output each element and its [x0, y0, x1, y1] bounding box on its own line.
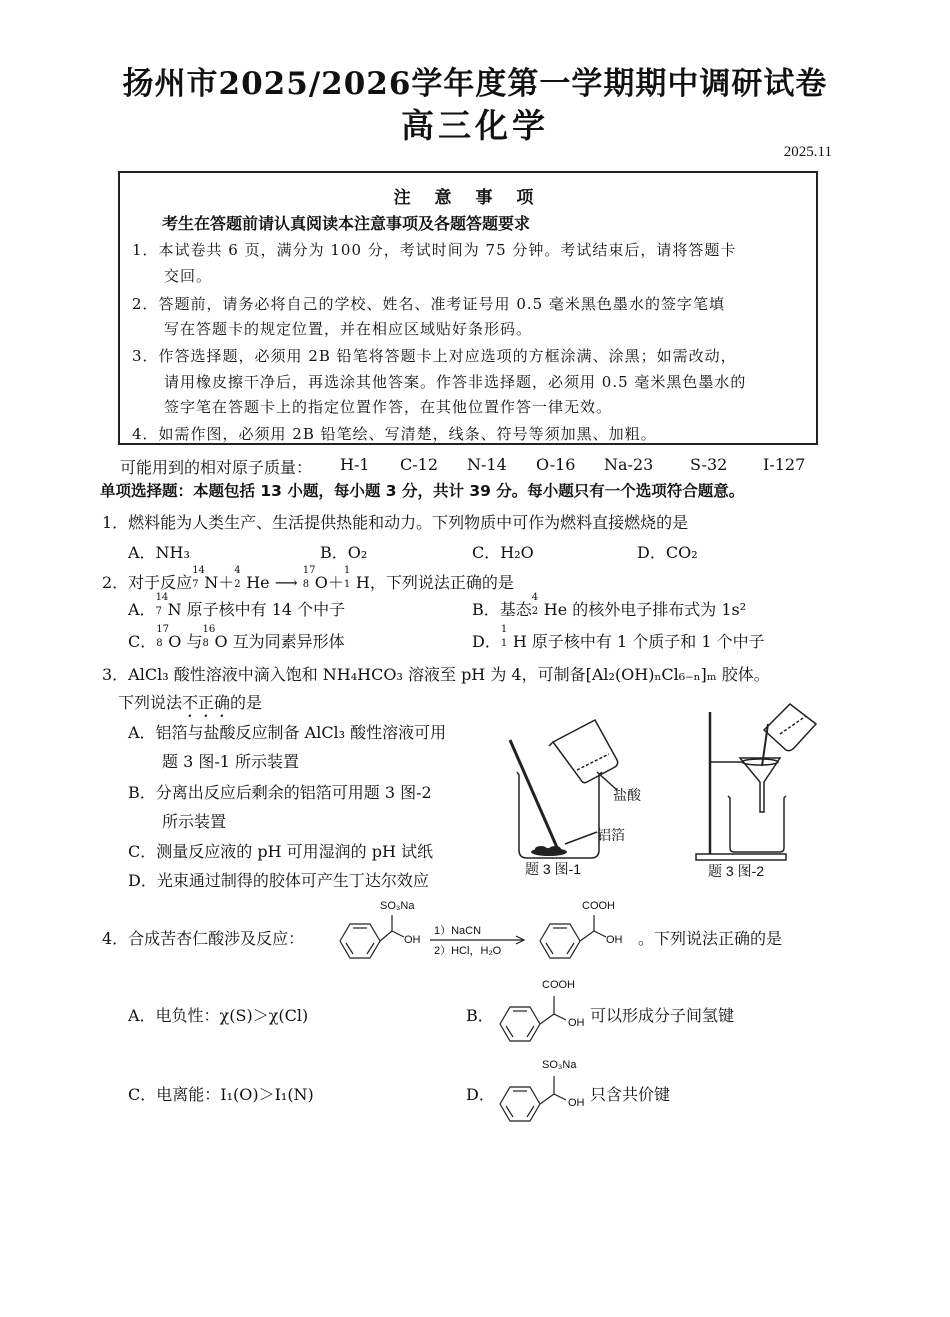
- q4-option-b-text: 可以形成分子间氢键: [590, 1006, 735, 1025]
- notice-line: 交回。: [164, 267, 213, 285]
- svg-text:OH: OH: [404, 934, 421, 946]
- svg-text:OH: OH: [568, 1017, 585, 1029]
- svg-text:OH: OH: [606, 934, 623, 946]
- svg-text:1）NaCN: 1）NaCN: [434, 925, 482, 937]
- benzene-ring-icon: [540, 924, 580, 958]
- q2-option-d: D． 1 1 H 原子核中有 1 个质子和 1 个中子: [472, 624, 765, 651]
- svg-text:SO₃Na: SO₃Na: [380, 900, 415, 912]
- q3-option-a-cont: 题 3 图-1 所示装置: [162, 752, 300, 771]
- q4-option-b-structure: [494, 972, 594, 1052]
- q1-stem: 1．燃料能为人类生产、生活提供热能和动力。下列物质中可作为燃料直接燃烧的是: [102, 513, 689, 532]
- svg-text:2）HCl，H₂O: 2）HCl，H₂O: [434, 945, 502, 957]
- q3-option-b-cont: 所示装置: [162, 812, 227, 831]
- q2-stem-prefix: 2．对于反应: [102, 573, 193, 592]
- aluminum-foil-icon: [531, 846, 567, 856]
- benzene-ring-icon: [500, 1007, 540, 1041]
- notice-line: 2．答题前，请务必将自己的学校、姓名、准考证号用 0.5 毫米黑色墨水的签字笔填: [132, 295, 725, 313]
- fig1-caption: 题 3 图-1: [525, 861, 582, 877]
- pouring-beaker-icon: [553, 720, 618, 783]
- atomic-mass-item: C-12: [400, 455, 439, 474]
- page-title: 扬州市2025/2026学年度第一学期期中调研试卷: [122, 66, 828, 102]
- benzene-ring-icon: [500, 1087, 540, 1121]
- notice-line: 3．作答选择题，必须用 2B 铅笔将答题卡上对应选项的方框涂满、涂黑；如需改动，: [132, 347, 737, 365]
- q4-option-d-structure: [494, 1052, 594, 1132]
- svg-text:COOH: COOH: [582, 900, 615, 912]
- q1-option-b: B．O₂: [320, 543, 368, 562]
- q4-reaction-scheme: [326, 893, 626, 975]
- funnel-icon: [740, 758, 780, 812]
- q3-figure-2: [688, 700, 818, 882]
- atomic-mass-item: H-1: [340, 455, 370, 474]
- q4-option-b-label: B．: [466, 1006, 494, 1025]
- q2-option-a: A． 14 7 N 原子核中有 14 个中子: [128, 592, 346, 619]
- q1-option-a: A．NH₃: [128, 543, 190, 562]
- fig1-label-foil: 铝箔: [597, 827, 625, 843]
- q3-option-d: D．光束通过制得的胶体可产生丁达尔效应: [128, 871, 429, 890]
- q3-option-c: C．测量反应液的 pH 可用湿润的 pH 试纸: [128, 842, 433, 861]
- atomic-mass-item: Na-23: [604, 455, 654, 474]
- fig1-label-acid: 盐酸: [613, 787, 641, 803]
- q4-option-d-label: D．: [466, 1085, 495, 1104]
- subject-title: 高三化学: [401, 106, 549, 145]
- q2-stem-suffix: ，下列说法正确的是: [369, 573, 514, 592]
- notice-line: 4．如需作图，必须用 2B 铅笔绘、写清楚，线条、符号等须加黑、加粗。: [132, 425, 657, 443]
- nuclide-o17: 17 8: [302, 565, 316, 590]
- notice-subtitle: 考生在答题前请认真阅读本注意事项及各题答题要求: [162, 214, 531, 233]
- notice-box: [118, 171, 818, 445]
- notice-line: 签字笔在答题卡上的指定位置作答，在其他位置作答一律无效。: [164, 398, 613, 416]
- atomic-mass-item: S-32: [690, 455, 728, 474]
- fig2-caption: 题 3 图-2: [708, 863, 765, 879]
- svg-text:OH: OH: [568, 1097, 585, 1109]
- q4-option-a: A．电负性：χ(S)＞χ(Cl): [128, 1006, 309, 1025]
- q2-option-c: C． 17 8 O 与 16 8 O 互为同素异形体: [128, 624, 345, 651]
- q4-stem-suffix: 。下列说法正确的是: [638, 929, 783, 948]
- q4-stem-prefix: 4．合成苦杏仁酸涉及反应：: [102, 929, 305, 948]
- notice-line: 写在答题卡的规定位置，并在相应区域贴好条形码。: [164, 320, 533, 338]
- q3-emphasis: 不正确: [182, 693, 231, 712]
- notice-line: 请用橡皮擦干净后，再选涂其他答案。作答非选择题，必须用 0.5 毫米黑色墨水的: [164, 373, 747, 391]
- notice-line: 1．本试卷共 6 页，满分为 100 分，考试时间为 75 分钟。考试结束后，请将答题卡: [132, 241, 737, 259]
- q1-option-d: D．CO₂: [637, 543, 698, 562]
- receiving-beaker-icon: [728, 796, 786, 852]
- q1-option-c: C．H₂O: [472, 543, 534, 562]
- nuclide-h1: 1 1: [343, 565, 351, 590]
- q3-stem-line2: 下列说法不正确的是: [118, 693, 263, 712]
- notice-title: 注 意 事 项: [393, 188, 543, 208]
- q3-figure-1: [505, 712, 665, 882]
- benzene-ring-icon: [340, 924, 380, 958]
- q4-option-d-text: 只含共价键: [590, 1085, 671, 1104]
- q3-stem: 3．AlCl₃ 酸性溶液中滴入饱和 NH₄HCO₃ 溶液至 pH 为 4，可制备[Al₂(OH)ₙCl₆₋ₙ]ₘ 胶体。: [102, 665, 770, 684]
- nuclide-n14: 14 7: [192, 565, 205, 590]
- exam-date: 2025.11: [783, 144, 832, 160]
- atomic-mass-item: N-14: [467, 455, 507, 474]
- q2-stem: 2．对于反应 14 7 N＋ 4 2 He ⟶ 17 8 O＋ 1 1 H，下列说法正确的是: [102, 565, 514, 592]
- q3-option-a: A．铝箔与盐酸反应制备 AlCl₃ 酸性溶液可用: [128, 723, 447, 742]
- q2-option-b: B．基态 4 2 He 的核外电子排布式为 1s²: [472, 592, 747, 619]
- q4-option-c: C．电离能：I₁(O)＞I₁(N): [128, 1085, 314, 1104]
- svg-text:COOH: COOH: [542, 979, 575, 991]
- atomic-mass-label: 可能用到的相对原子质量：: [120, 458, 313, 477]
- atomic-mass-item: O-16: [536, 455, 576, 474]
- q3-option-b: B．分离出反应后剩余的铝箔可用题 3 图-2: [128, 783, 432, 802]
- svg-text:SO₃Na: SO₃Na: [542, 1059, 577, 1071]
- nuclide-he4: 4 2: [234, 565, 241, 590]
- atomic-mass-item: I-127: [763, 455, 806, 474]
- section-heading: 单项选择题：本题包括 13 小题，每小题 3 分，共计 39 分。每小题只有一个选项符合题意。: [100, 482, 745, 500]
